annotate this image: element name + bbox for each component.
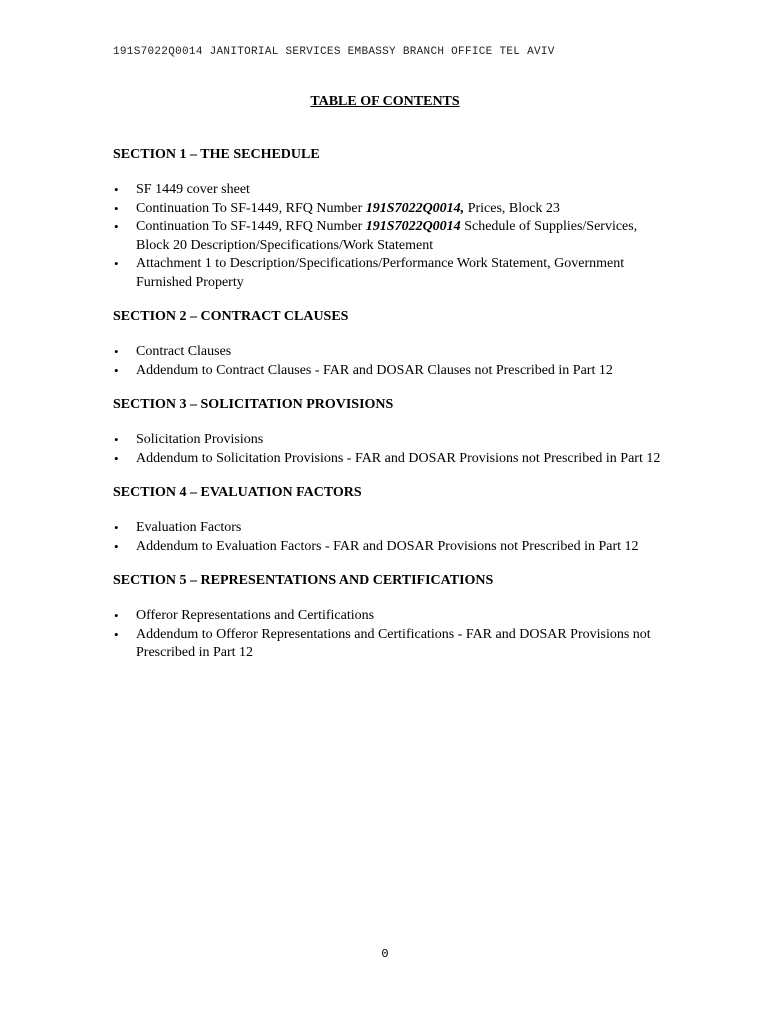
list-item — [113, 626, 673, 663]
bullet-icon: • — [114, 362, 119, 378]
list-item — [113, 607, 673, 626]
section-5-list — [113, 607, 673, 663]
bullet-icon: • — [114, 256, 119, 271]
bullet-icon: • — [114, 200, 119, 216]
bullet-icon: • — [114, 344, 119, 359]
item-text: Contract Clauses — [136, 344, 232, 359]
section-5-title: SECTION 5 – REPRESENTATIONS AND CERTIFICATIONS — [113, 573, 494, 588]
bullet-icon: • — [114, 219, 119, 234]
bullet-icon: • — [114, 182, 119, 197]
list-item — [113, 450, 673, 469]
item-text: Addendum to Solicitation Provisions - FAR and DOSAR Provisions not Prescribed in Part 12 — [136, 450, 661, 466]
bullet-icon: • — [114, 608, 119, 623]
item-text: Solicitation Provisions — [136, 432, 264, 447]
section-3-list — [113, 431, 673, 468]
item-text: Attachment 1 to Description/Specifications/Performance Work Statement, Government Furnished Property — [136, 256, 625, 290]
item-text: Evaluation Factors — [136, 520, 242, 535]
page-header: 191S7022Q0014 JANITORIAL SERVICES EMBASSY BRANCH OFFICE TEL AVIV — [113, 46, 555, 58]
section-1-title: SECTION 1 – THE SECHEDULE — [113, 147, 320, 162]
section-2-list — [113, 343, 673, 380]
bullet-icon: • — [114, 626, 119, 642]
item-text: Addendum to Evaluation Factors - FAR and DOSAR Provisions not Prescribed in Part 12 — [136, 538, 639, 554]
list-item — [113, 431, 673, 450]
section-3-title: SECTION 3 – SOLICITATION PROVISIONS — [113, 397, 394, 412]
section-4-list — [113, 519, 673, 556]
page-number: 0 — [381, 947, 389, 961]
section-4 — [113, 484, 673, 556]
list-item — [113, 362, 673, 381]
rfq-number: 191S7022Q0014 — [365, 219, 461, 234]
bullet-icon: • — [114, 432, 119, 447]
rfq-number: 191S7022Q0014, — [365, 200, 465, 216]
section-5 — [113, 572, 673, 663]
list-item — [113, 538, 673, 557]
item-text-post: Prices, Block 23 — [464, 200, 560, 216]
section-4-title: SECTION 4 – EVALUATION FACTORS — [113, 485, 362, 500]
item-text: Addendum to Contract Clauses - FAR and DOSAR Clauses not Prescribed in Part 12 — [136, 362, 613, 378]
list-item — [113, 519, 673, 538]
item-text-post: Schedule of Supplies/Services, Block 20 Description/Specifications/Work Statement — [136, 219, 638, 253]
item-text: Addendum to Offeror Representations and Certifications - FAR and DOSAR Provisions not Prescribed in Part 12 — [136, 626, 651, 660]
toc-title: TABLE OF CONTENTS — [310, 94, 460, 109]
section-2-title: SECTION 2 – CONTRACT CLAUSES — [113, 309, 349, 324]
bullet-icon: • — [114, 538, 119, 554]
bullet-icon: • — [114, 520, 119, 535]
item-text: SF 1449 cover sheet — [136, 182, 250, 197]
section-1 — [113, 146, 673, 292]
section-1-list — [113, 181, 673, 292]
item-text: Offeror Representations and Certifications — [136, 608, 375, 623]
list-item — [113, 218, 673, 255]
list-item — [113, 343, 673, 362]
list-item — [113, 181, 673, 200]
item-text-pre: Continuation To SF-1449, RFQ Number — [136, 219, 366, 234]
list-item — [113, 255, 673, 292]
item-text-pre: Continuation To SF-1449, RFQ Number — [136, 200, 366, 216]
section-3 — [113, 396, 673, 468]
list-item — [113, 200, 673, 219]
section-2 — [113, 308, 673, 380]
bullet-icon: • — [114, 450, 119, 466]
toc-content — [113, 146, 673, 679]
